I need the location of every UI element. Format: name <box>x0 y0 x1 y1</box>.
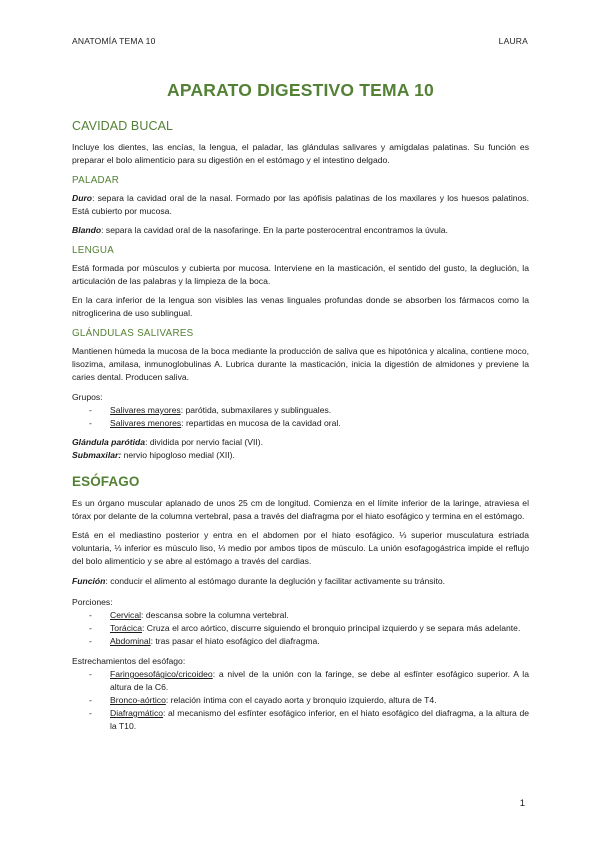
document-title: APARATO DIGESTIVO TEMA 10 <box>167 80 434 100</box>
duro-label: Duro <box>72 193 93 203</box>
list-item: - Diafragmático: al mecanismo del esfínter esofágico inferior, en el hiato esofágico del diafragma, a la altura de la T10. <box>72 707 529 733</box>
header-author: LAURA <box>498 36 528 46</box>
lengua-paragraph-2: En la cara inferior de la lengua son visibles las venas linguales profundas donde se absorben los fármacos como la nitroglicerina de uso sublingual. <box>72 295 529 318</box>
grupos-list <box>72 404 529 430</box>
list-item: - Cervical: descansa sobre la columna vertebral. <box>72 609 529 622</box>
estrechamientos-list <box>72 668 529 733</box>
esofago-funcion: Función: conducir el alimento al estómago durante la deglución y facilitar activamente su tránsito. <box>72 576 446 586</box>
esofago-paragraph-2: Está en el mediastino posterior y entra en el abdomen por el hiato esofágico. ⅓ superior musculatura estriada voluntaria, ⅓ inferior es músculo liso, ⅓ medio por ambos tipos de músculo. La unión esofagogástrica impide el reflujo del bolo alimenticio y se abre al estómago a través del cardias. <box>72 530 529 566</box>
glandula-submaxilar: Submaxilar: nervio hipogloso medial (XII). <box>72 450 235 460</box>
list-item: - Faringoesofágico/cricoideo: a nivel de la unión con la faringe, se debe al esfínter esofágico superior. A la altura de la C6. <box>72 668 529 694</box>
list-item: - Salivares menores: repartidas en mucosa de la cavidad oral. <box>72 417 529 430</box>
section-heading-cavidad-bucal: CAVIDAD BUCAL <box>72 119 174 133</box>
subheading-glandulas: GLÁNDULAS SALIVARES <box>72 328 194 339</box>
document-body <box>72 80 529 733</box>
porciones-label: Porciones: <box>72 597 113 607</box>
paladar-duro <box>72 192 529 218</box>
porciones-list <box>72 609 529 648</box>
cavidad-intro: Incluye los dientes, las encías, la lengua, el paladar, las glándulas salivares y amígdalas palatinas. Su función es preparar el bolo alimenticio para su digestión en el estómago y el intestino delgado. <box>72 142 529 165</box>
list-item: - Torácica: Cruza el arco aórtico, discurre siguiendo el bronquio principal izquierdo y se separa más adelante. <box>72 622 529 635</box>
page-number: 1 <box>519 798 525 809</box>
header-subject: ANATOMÍA TEMA 10 <box>72 36 156 46</box>
list-item: - Abdominal: tras pasar el hiato esofágico del diafragma. <box>72 635 529 648</box>
duro-text: : separa la cavidad oral de la nasal. Formado por las apófisis palatinas de los maxilares y los huesos palatinos. Está cubierto por mucosa. <box>72 193 529 216</box>
page-header <box>72 36 528 46</box>
lengua-paragraph-1: Está formada por músculos y cubierta por mucosa. Interviene en la masticación, el sentido del gusto, la deglución, la articulación de las palabras y la limpieza de la boca. <box>72 263 529 286</box>
subheading-paladar: PALADAR <box>72 175 120 186</box>
list-item: - Salivares mayores: parótida, submaxilares y sublinguales. <box>72 404 529 417</box>
glandula-parotida: Glándula parótida: dividida por nervio facial (VII). <box>72 437 264 447</box>
paladar-blando <box>72 224 529 237</box>
subheading-lengua: LENGUA <box>72 245 115 256</box>
blando-label: Blando <box>72 225 102 235</box>
list-item: - Bronco-aórtico: relación íntima con el cayado aorta y bronquio izquierdo, altura de T4. <box>72 694 529 707</box>
esofago-paragraph-1: Es un órgano muscular aplanado de unos 25 cm de longitud. Comienza en el límite inferior de la laringe, atraviesa el tórax por delante de la columna vertebral, pasa a través del diafragma por el hiato esofágico y termina en el estómago. <box>72 498 529 521</box>
blando-text: : separa la cavidad oral de la nasofaringe. En la parte posterocentral encontramos la úvula. <box>101 225 448 235</box>
section-heading-esofago: ESÓFAGO <box>72 474 140 489</box>
grupos-label: Grupos: <box>72 392 103 402</box>
estrechamientos-label: Estrechamientos del esófago: <box>72 656 186 666</box>
glandulas-paragraph: Mantienen húmeda la mucosa de la boca mediante la producción de saliva que es hipotónica y alcalina, contiene moco, lisozima, amilasa, inmunoglobulinas A. Lubrica durante la masticación, inicia la digestión de almidones y previene la caries dental. Producen saliva. <box>72 346 529 382</box>
